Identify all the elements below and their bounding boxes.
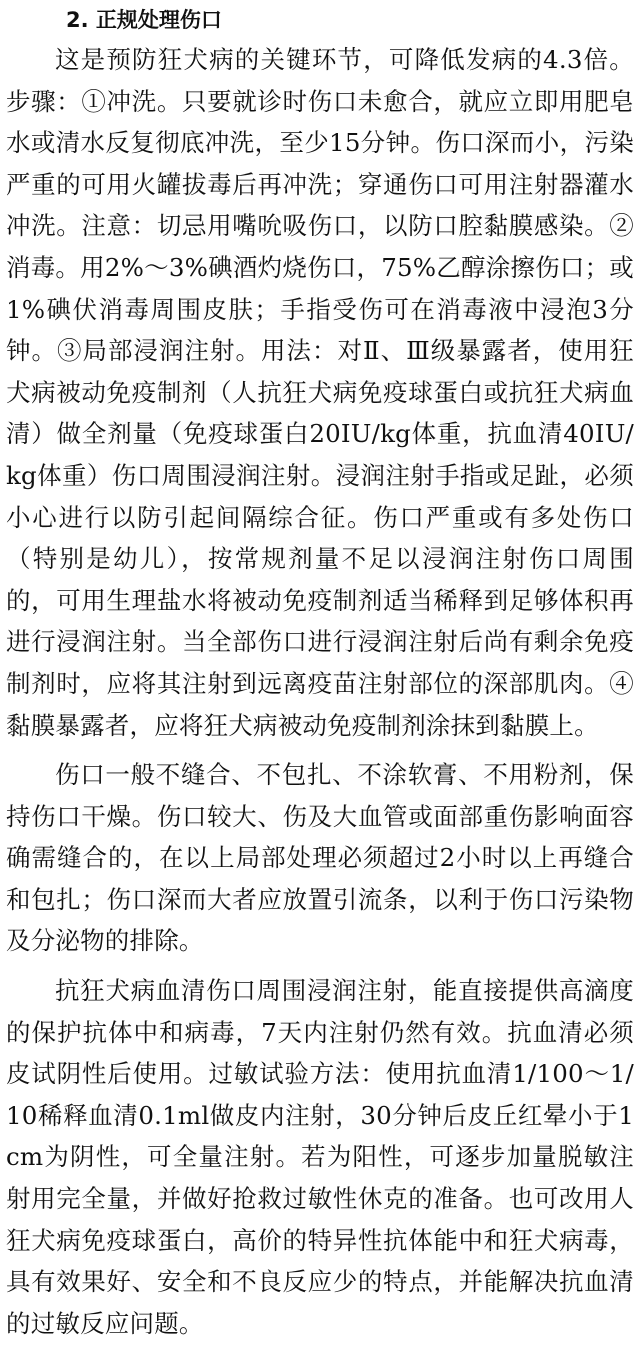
paragraph-antiserum: 抗狂犬病血清伤口周围浸润注射，能直接提供高滴度的保护抗体中和病毒，7天内注射仍然有效。抗血清必须皮试阴性后使用。过敏试验方法：使用抗血清1/100～1/10稀释血清0.1ml做皮内注射，30分钟后皮丘红晕小于1cm为阴性，可全量注射。若为阳性，可逐步加量脱敏注射用完全量，并做好抢救过敏性休克的准备。也可改用人狂犬病免疫球蛋白，高价的特异性抗体能中和狂犬病毒，具有效果好、安全和不良反应少的特点，并能解决抗血清的过敏反应问题。 bbox=[6, 976, 634, 1338]
section-heading: 2. 正规处理伤口 bbox=[66, 8, 222, 32]
paragraph-wound-care: 伤口一般不缝合、不包扎、不涂软膏、不用粉剂，保持伤口干燥。伤口较大、伤及大血管或面部重伤影响面容确需缝合的，在以上局部处理必须超过2小时以上再缝合和包扎；伤口深而大者应放置引流条，以利于伤口污染物及分泌物的排除。 bbox=[6, 760, 634, 956]
paragraph-wound-procedure: 这是预防狂犬病的关键环节，可降低发病的4.3倍。步骤：①冲洗。只要就诊时伤口未愈合，就应立即用肥皂水或清水反复彻底冲洗，至少15分钟。伤口深而小，污染严重的可用火罐拔毒后再冲洗；穿通伤口可用注射器灌水冲洗。注意：切忌用嘴吮吸伤口，以防口腔黏膜感染。②消毒。用2%～3%碘酒灼烧伤口，75%乙醇涂擦伤口；或1%碘伏消毒周围皮肤；手指受伤可在消毒液中浸泡3分钟。③局部浸润注射。用法：对Ⅱ、Ⅲ级暴露者，使用狂犬病被动免疫制剂（人抗狂犬病免疫球蛋白或抗狂犬病血清）做全剂量（免疫球蛋白20IU/kg体重，抗血清40IU/kg体重）伤口周围浸润注射。浸润注射手指或足趾，必须小心进行以防引起间隔综合征。伤口严重或有多处伤口（特别是幼儿），按常规剂量不足以浸润注射伤口周围的，可用生理盐水将被动免疫制剂适当稀释到足够体积再进行浸润注射。当全部伤口进行浸润注射后尚有剩余免疫制剂时，应将其注射到远离疫苗注射部位的深部肌肉。④黏膜暴露者，应将狂犬病被动免疫制剂涂抹到黏膜上。 bbox=[6, 45, 634, 740]
